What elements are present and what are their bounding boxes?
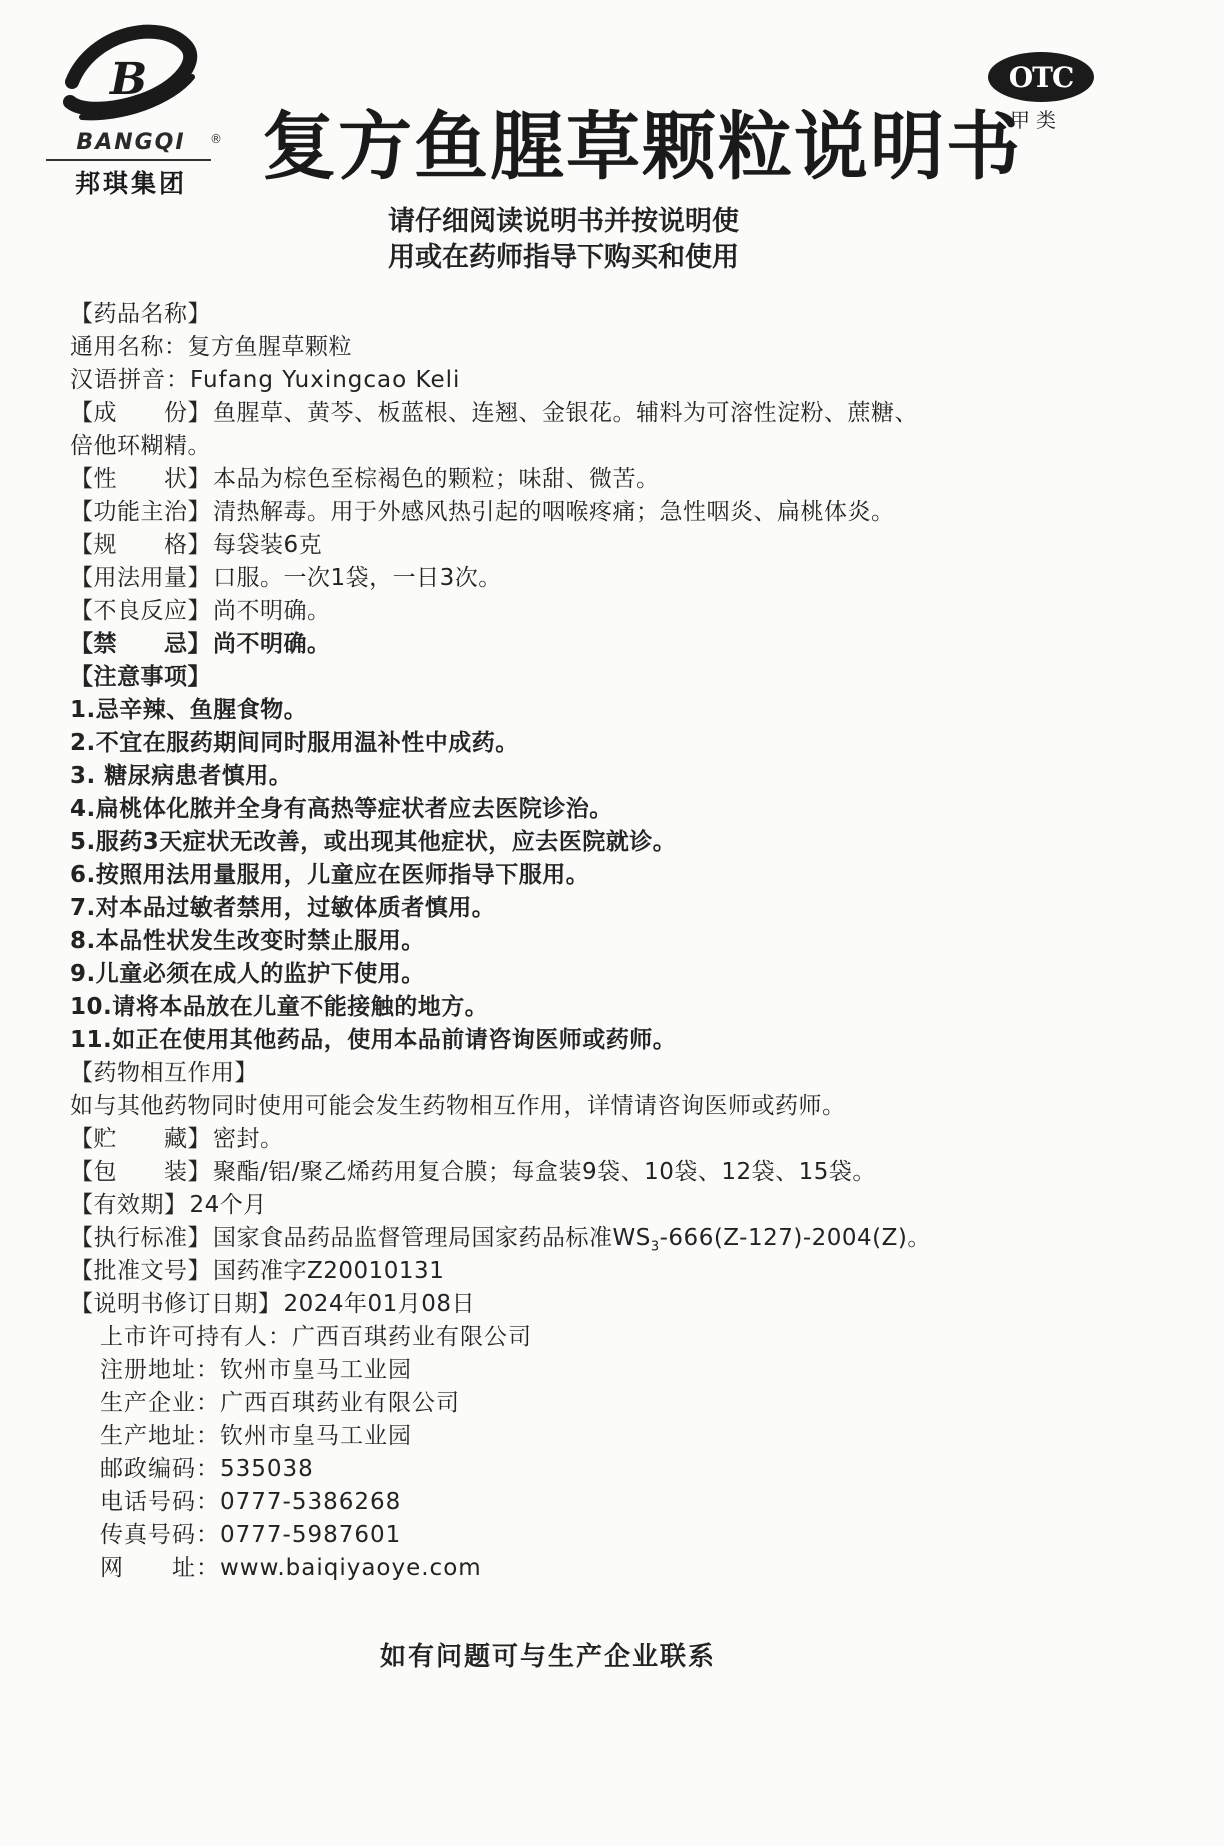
storage-row [70,1123,1180,1156]
precaution-item: 11.如正在使用其他药品，使用本品前请咨询医师或药师。 [70,1027,677,1053]
leaflet-body [70,298,1180,1585]
storage-text: 密封。 [213,1126,284,1152]
otc-label: OTC [1008,60,1074,94]
company-line: 生产地址：钦州市皇马工业园 [100,1423,412,1449]
generic-name: 通用名称：复方鱼腥草颗粒 [70,334,352,360]
interactions-header: 【药物相互作用】 [70,1060,258,1086]
dosage-text: 口服。一次1袋，一日3次。 [213,565,502,591]
standard-row [70,1222,1180,1255]
pinyin-name: 汉语拼音：Fufang Yuxingcao Keli [70,367,461,393]
precaution-item: 8.本品性状发生改变时禁止服用。 [70,928,425,954]
validity-label: 【有效期】 [70,1192,188,1218]
standard-code: -666(Z-127)-2004(Z)。 [659,1225,931,1251]
company-line: 生产企业：广西百琪药业有限公司 [100,1390,460,1416]
company-line: 电话号码：0777-5386268 [100,1489,402,1515]
notice-line: 用或在药师指导下购买和使用 [388,242,739,273]
adverse-label: 【不良反应】 [70,598,211,624]
standard-label: 【执行标准】 [70,1225,211,1251]
drug-name-header: 【药品名称】 [70,301,211,327]
revision-row [70,1288,1180,1321]
precaution-item: 10.请将本品放在儿童不能接触的地方。 [70,994,489,1020]
company-line: 注册地址：钦州市皇马工业园 [100,1357,412,1383]
appearance-row [70,463,1180,496]
appearance-label: 【性 状】 [70,466,211,492]
precaution-item: 1.忌辛辣、鱼腥食物。 [70,697,308,723]
indications-label: 【功能主治】 [70,499,211,525]
ingredients-label: 【成 份】 [70,400,211,426]
precaution-item: 4.扁桃体化脓并全身有高热等症状者应去医院诊治。 [70,796,613,822]
approval-row [70,1255,1180,1288]
approval-text: 国药准字Z20010131 [213,1258,445,1284]
standard-text: 国家食品药品监督管理局国家药品标准WS [213,1225,651,1251]
company-website: 网 址：www.baiqiyaoye.com [100,1555,482,1581]
adverse-row [70,595,1180,628]
package-label: 【包 装】 [70,1159,211,1185]
contact-footer: 如有问题可与生产企业联系 [380,1642,717,1672]
revision-text: 2024年01月08日 [283,1291,476,1317]
validity-row [70,1189,1180,1222]
read-notice [388,204,828,276]
precaution-item: 2.不宜在服药期间同时服用温补性中成药。 [70,730,519,756]
dosage-label: 【用法用量】 [70,565,211,591]
document-title: 复方鱼腥草颗粒说明书 [262,104,1022,190]
registered-mark: ® [210,132,222,146]
package-text: 聚酯/铝/聚乙烯药用复合膜；每盒装9袋、10袋、12袋、15袋。 [213,1159,876,1185]
adverse-text: 尚不明确。 [213,598,331,624]
bangqi-logo-icon [52,22,202,127]
brand-logo [40,22,222,198]
interactions-text: 如与其他药物同时使用可能会发生药物相互作用，详情请咨询医师或药师。 [70,1093,846,1119]
dosage-row [70,562,1180,595]
company-line: 上市许可持有人：广西百琪药业有限公司 [100,1324,532,1350]
contraindications-label: 【禁 忌】 [70,631,211,657]
contraindications-row [70,628,1180,661]
package-row [70,1156,1180,1189]
specification-text: 每袋装6克 [213,532,323,558]
brand-divider [46,159,211,161]
appearance-text: 本品为棕色至棕褐色的颗粒；味甜、微苦。 [213,466,660,492]
brand-name-en: BANGQI [76,130,186,155]
specification-label: 【规 格】 [70,532,211,558]
specification-row [70,529,1180,562]
indications-text: 清热解毒。用于外感风热引起的咽喉疼痛；急性咽炎、扁桃体炎。 [213,499,895,525]
precaution-item: 5.服药3天症状无改善，或出现其他症状，应去医院就诊。 [70,829,677,855]
notice-line: 请仔细阅读说明书并按说明使 [388,206,739,237]
precaution-item: 9.儿童必须在成人的监护下使用。 [70,961,425,987]
ingredients-row [70,397,1180,430]
contraindications-text: 尚不明确。 [213,631,331,657]
ingredients-cont: 倍他环糊精。 [70,433,211,459]
brand-name-cn: 邦琪集团 [74,169,187,198]
precautions-header: 【注意事项】 [70,664,211,690]
company-line: 邮政编码：535038 [100,1456,314,1482]
standard-subscript: 3 [650,1239,660,1255]
indications-row [70,496,1180,529]
validity-text: 24个月 [189,1192,267,1218]
precaution-item: 7.对本品过敏者禁用，过敏体质者慎用。 [70,895,496,921]
otc-badge [988,52,1094,102]
ingredients-text: 鱼腥草、黄芩、板蓝根、连翘、金银花。辅料为可溶性淀粉、蔗糖、 [213,400,918,426]
precaution-item: 6.按照用法用量服用，儿童应在医师指导下服用。 [70,862,590,888]
company-line: 传真号码：0777-5987601 [100,1522,402,1548]
revision-label: 【说明书修订日期】 [70,1291,282,1317]
precaution-item: 3. 糖尿病患者慎用。 [70,763,293,789]
svg-text:B: B [110,54,148,105]
otc-category: 甲类 [1010,108,1062,132]
storage-label: 【贮 藏】 [70,1126,211,1152]
approval-label: 【批准文号】 [70,1258,211,1284]
